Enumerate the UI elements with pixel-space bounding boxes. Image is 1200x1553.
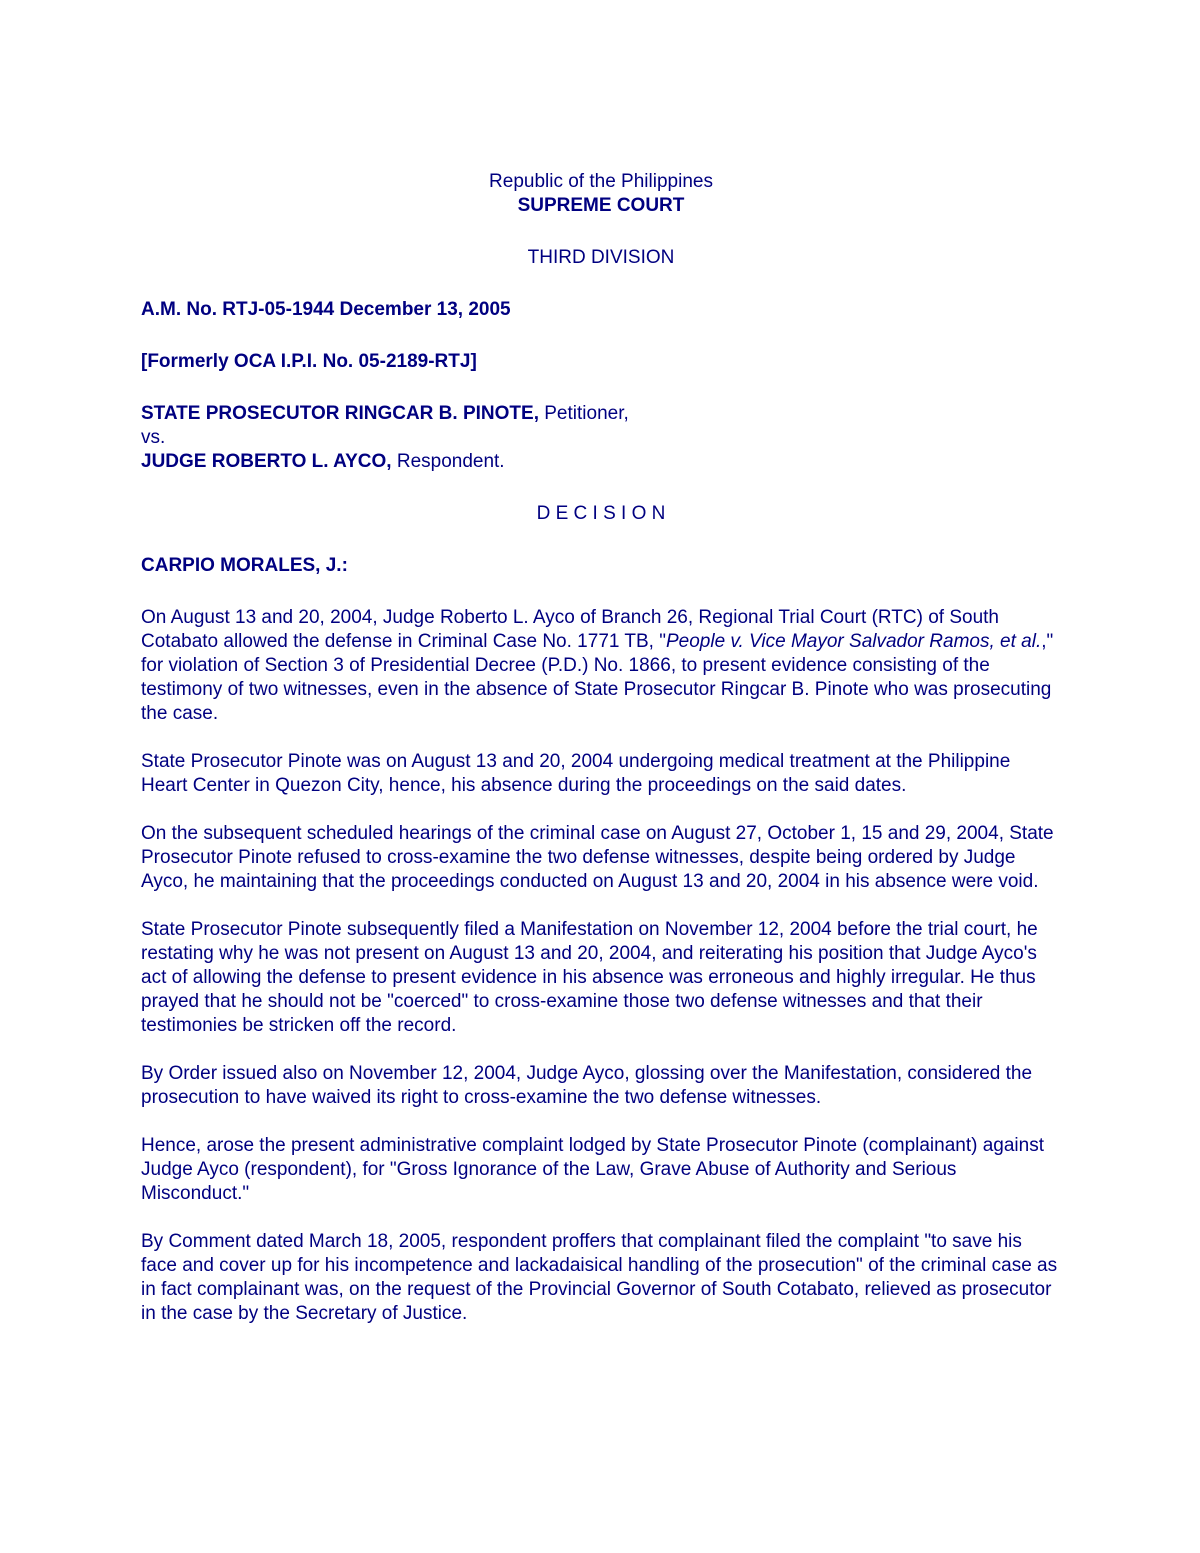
- paragraph-1: [141, 606, 1061, 726]
- document-page: [141, 170, 1061, 1350]
- case-number: A.M. No. RTJ-05-1944 December 13, 2005: [141, 299, 511, 320]
- paragraph-6: Hence, arose the present administrative complaint lodged by State Prosecutor Pinote (complainant) against Judge Ayco (respondent), for "Gross Ignorance of the Law, Grave Abuse of Authority and Serious Misconduct.": [141, 1135, 1044, 1204]
- paragraph-7: By Comment dated March 18, 2005, respondent proffers that complainant filed the complaint "to save his face and cover up for his incompetence and lackadaisical handling of the prosecution" of the criminal case as in fact complainant was, on the request of the Provincial Governor of South Cotabato, relieved as prosecutor in the case by the Secretary of Justice.: [141, 1231, 1058, 1324]
- decision-heading: D E C I S I O N: [536, 503, 666, 524]
- case-title-italic: People v. Vice Mayor Salvador Ramos, et al.: [665, 631, 1042, 652]
- respondent-line: [141, 450, 1061, 474]
- paragraph-2: State Prosecutor Pinote was on August 13 and 20, 2004 undergoing medical treatment at the Philippine Heart Center in Quezon City, hence, his absence during the proceedings on the said dates.: [141, 751, 1011, 796]
- court-name: SUPREME COURT: [517, 195, 685, 216]
- paragraph-1-part-b: ," for violation of Section 3 of Presidential Decree (P.D.) No. 1866, to present evidence consisting of the testimony of two witnesses, even in the absence of State Prosecutor Ringcar B. Pinote who was prosecuting the case.: [141, 631, 1054, 724]
- paragraph-1-part-a: On August 13 and 20, 2004, Judge Roberto L. Ayco of Branch 26, Regional Trial Court (RTC) of South Cotabato allowed the defense in Criminal Case No. 1771 TB, ": [141, 607, 999, 652]
- republic-line: Republic of the Philippines: [489, 171, 713, 192]
- paragraph-3: On the subsequent scheduled hearings of the criminal case on August 27, October 1, 15 and 29, 2004, State Prosecutor Pinote refused to cross-examine the two defense witnesses, despite being ordered by Judge Ayco, he maintaining that the proceedings conducted on August 13 and 20, 2004 in his absence were void.: [141, 823, 1054, 892]
- formerly-line: [Formerly OCA I.P.I. No. 05-2189-RTJ]: [141, 351, 477, 372]
- ponente: CARPIO MORALES, J.:: [141, 555, 348, 576]
- paragraph-5: By Order issued also on November 12, 2004, Judge Ayco, glossing over the Manifestation, considered the prosecution to have waived its right to cross-examine the two defense witnesses.: [141, 1063, 1033, 1108]
- versus: vs.: [141, 427, 166, 448]
- respondent-role: Respondent.: [391, 451, 505, 472]
- petitioner-name: STATE PROSECUTOR RINGCAR B. PINOTE,: [141, 403, 539, 424]
- paragraph-4: State Prosecutor Pinote subsequently filed a Manifestation on November 12, 2004 before the trial court, he restating why he was not present on August 13 and 20, 2004, and reiterating his position that Judge Ayco's act of allowing the defense to present evidence in his absence was erroneous and highly irregular. He thus prayed that he should not be "coerced" to cross-examine those two defense witnesses and that their testimonies be stricken off the record.: [141, 919, 1038, 1036]
- petitioner-role: Petitioner,: [538, 403, 629, 424]
- division-name: THIRD DIVISION: [527, 247, 675, 268]
- petitioner-line: [141, 402, 1061, 426]
- respondent-name: JUDGE ROBERTO L. AYCO,: [141, 451, 392, 472]
